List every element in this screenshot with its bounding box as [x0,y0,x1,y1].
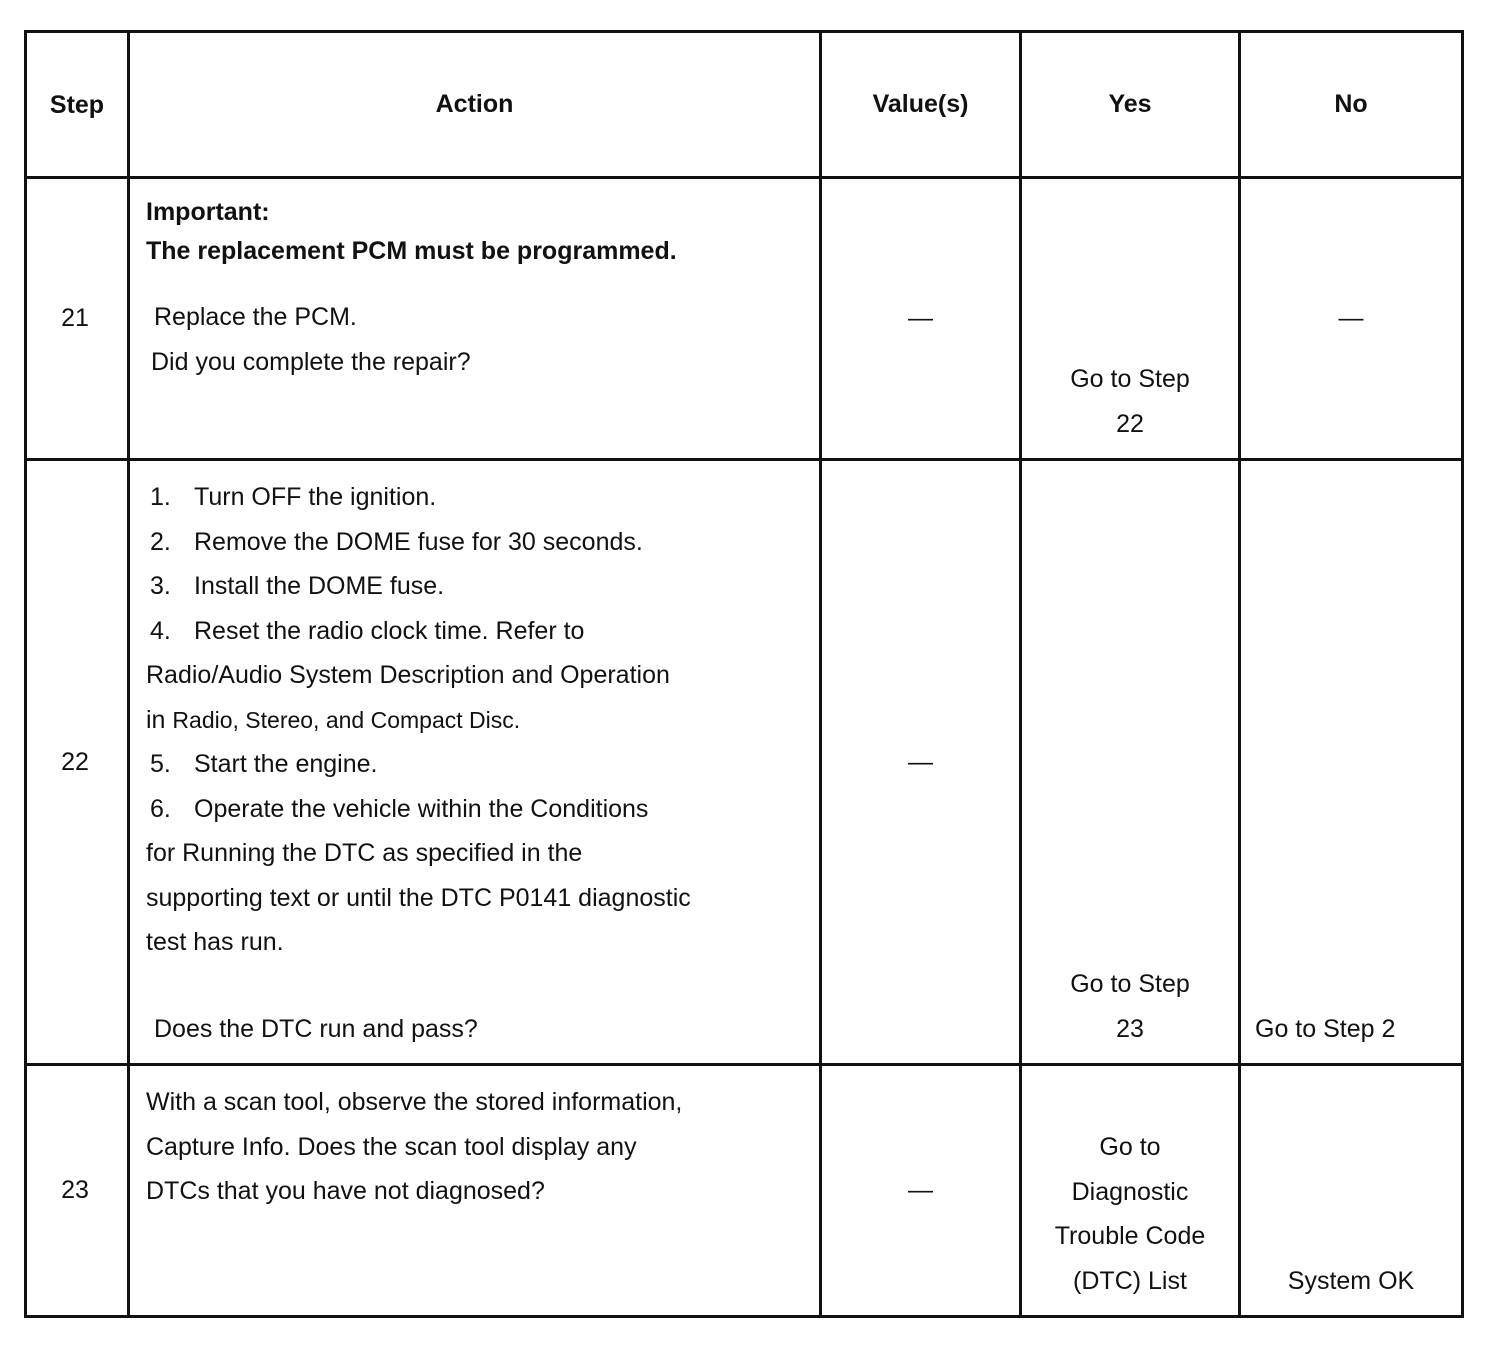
list-item-continuation: test has run. [146,928,284,956]
important-label: Important: [146,198,270,226]
list-item: 1. Turn OFF the ignition. [150,483,437,511]
no-cell [1240,1065,1463,1317]
action-line: Replace the PCM. [154,303,357,331]
list-item-continuation: Radio/Audio System Description and Operation [146,661,670,689]
list-item-continuation: in Radio, Stereo, and Compact Disc. [146,705,521,734]
yes-cell [1021,178,1240,460]
list-item: 2. Remove the DOME fuse for 30 seconds. [150,527,643,556]
action-cell [129,460,821,1065]
yes-cell [1021,460,1240,1065]
no-cell [1240,460,1463,1065]
important-text: The replacement PCM must be programmed. [146,237,677,265]
yes-link[interactable]: Go to Step 22 [1070,365,1190,438]
no-link[interactable]: Go to Step 2 [1255,1014,1396,1043]
list-item: 3. Install the DOME fuse. [150,572,445,600]
header-no: No [1240,32,1463,178]
table-row-step-23 [26,1065,1463,1317]
no-cell: — [1240,178,1463,460]
yes-link[interactable]: Go to Step 23 [1070,970,1190,1043]
spacer [146,271,803,295]
spacer [146,965,803,1007]
no-result: System OK [1287,1266,1415,1295]
value-cell: — [821,1065,1021,1317]
header-action: Action [129,32,821,178]
reference-link[interactable]: Radio, Stereo, and Compact Disc. [172,706,521,733]
header-yes: Yes [1021,32,1240,178]
action-line: Capture Info. Does the scan tool display any [146,1132,637,1161]
action-question: DTCs that you have not diagnosed? [146,1177,545,1205]
action-line: With a scan tool, observe the stored information, [146,1088,683,1116]
value-cell: — [821,460,1021,1065]
table-row-step-21 [26,178,1463,460]
header-step: Step [26,32,129,178]
action-cell [129,178,821,460]
list-item: 5. Start the engine. [150,750,378,778]
list-item: 4. Reset the radio clock time. Refer to [150,616,585,645]
table-row-step-22 [26,460,1463,1065]
yes-cell [1021,1065,1240,1317]
action-question: Does the DTC run and pass? [154,1014,478,1043]
diagnostic-table [24,30,1464,1318]
step-number: 22 [26,460,129,1065]
step-number: 23 [26,1065,129,1317]
list-item: 6. Operate the vehicle within the Conditions [150,794,649,823]
list-item-continuation: supporting text or until the DTC P0141 diagnostic [146,883,691,912]
yes-link[interactable]: Go to Diagnostic Trouble Code (DTC) List [1054,1133,1206,1295]
action-cell [129,1065,821,1317]
value-cell: — [821,178,1021,460]
step-number: 21 [26,178,129,460]
header-row [26,32,1463,178]
list-item-continuation: for Running the DTC as specified in the [146,839,583,867]
header-values: Value(s) [821,32,1021,178]
action-question: Did you complete the repair? [151,347,471,376]
